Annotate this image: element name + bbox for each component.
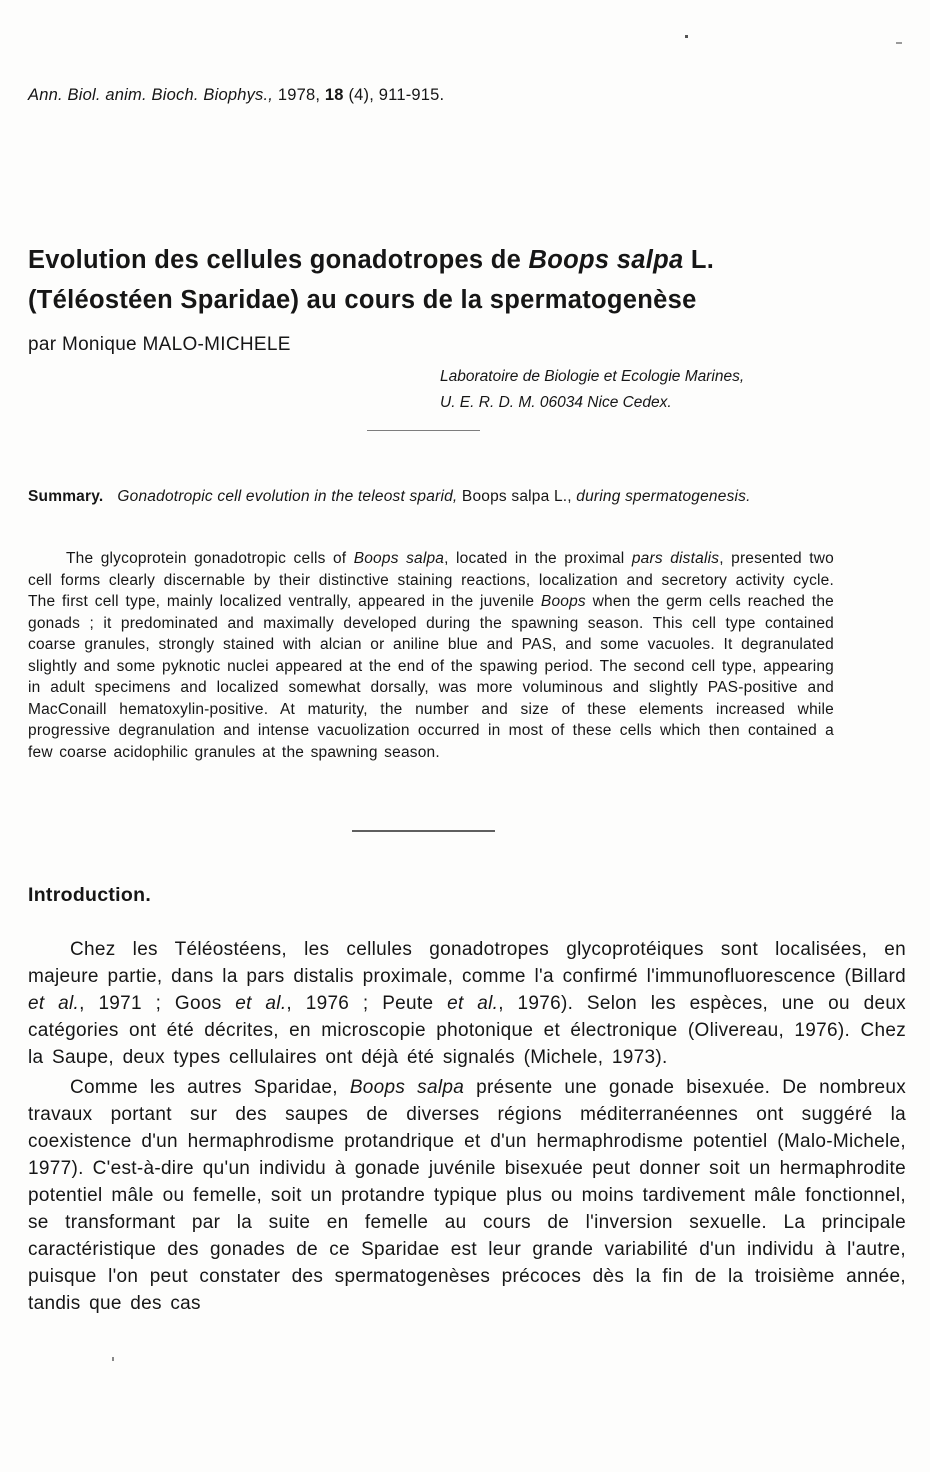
affiliation-line1: Laboratoire de Biologie et Ecologie Marines,	[440, 368, 745, 385]
separator-rule-top	[367, 430, 480, 431]
author-line: par Monique MALO-MICHELE	[28, 334, 291, 355]
title-line2: (Téléostéen Sparidae) au cours de la spermatogenèse	[28, 286, 697, 314]
species-name: Boops	[540, 593, 586, 610]
species-name: Boops salpa	[353, 550, 445, 567]
introduction-section	[28, 936, 906, 1317]
separator-rule-bottom	[352, 830, 495, 832]
summary-run: when the germ cells reached the gonads ; it predominated and maximally developed during the spawning season. This cell type contained coarse granules, strongly stained with alcian or aniline blue and PAS, and some vacuoles. It degranulated slightly and some pyknotic nuclei appeared at the end of the spawing period. The second cell type, appearing in adult specimens and localized somewhat dorsally, was more voluminous and slightly PAS-positive and MacConaill hematoxylin-positive. At maturity, the number and size of these elements increased while progressive degranulation and intense vacuolization occurred in most of these cells which then contained a few coarse acidophilic granules at the spawning season.	[28, 593, 834, 761]
scan-speck	[896, 42, 902, 44]
summary-label: Summary.	[28, 488, 104, 505]
body-run: Chez les Téléostéens, les cellules gonadotropes glycoprotéiques sont localisées, en majeure partie, dans la pars distalis proximale, comme l'a confirmé l'immunofluorescence (Billard	[28, 939, 906, 987]
body-run: , 1971 ; Goos	[79, 993, 236, 1014]
summary-run: , located in the proximal	[444, 550, 632, 567]
et-al-citation: et al.	[235, 993, 287, 1014]
citation-year: 1978,	[273, 86, 325, 104]
scan-speck	[112, 1357, 114, 1361]
summary-paragraph	[28, 548, 834, 763]
summary-run: , presented two cell forms clearly discernable by their distinctive staining reactions, localization and secretory activity cycle. The first cell type, mainly localized ventrally, appeared in the juvenile	[28, 550, 834, 610]
title-line1	[28, 240, 714, 280]
citation-volume: 18	[324, 86, 344, 104]
affiliation	[440, 364, 744, 416]
title-text-post: L.	[683, 246, 715, 274]
summary-subtitle-italic-1: Gonadotropic cell evolution in the teleost sparid,	[117, 488, 462, 505]
citation-pages: (4), 911-915.	[343, 86, 445, 104]
body-run: présente une gonade bisexuée. De nombreux travaux portant sur des saupes de diverses régions méditerranéennes ont suggéré la coexistence d'un hermaphrodisme protandrique et d'un hermaphrodisme potentiel (Malo-Michele, 1977). C'est-à-dire qu'un individu à gonade juvénile bisexuée peut donner soit un hermaphrodite potentiel mâle ou femelle, soit un protandre typique plus ou moins tardivement mâle fonctionnel, se transformant par la suite en femelle au cours de l'inversion sexuelle. La principale caractéristique des gonades de ce Sparidae est leur grande variabilité d'un individu à l'autre, puisque l'on peut constater des spermatogenèses précoces dès la fin de la troisième année, tandis que des cas	[28, 1077, 907, 1314]
introduction-heading: Introduction.	[28, 884, 152, 906]
body-run: , 1976). Selon les espèces, une ou deux catégories ont été décrites, en microscopie photonique et électronique (Olivereau, 1976). Chez la Saupe, deux types cellulaires ont déjà été signalés (Michele, 1973).	[28, 993, 906, 1068]
paragraph-2	[28, 1074, 906, 1317]
species-name: Boops salpa	[528, 246, 684, 274]
journal-name: Ann. Biol. anim. Bioch. Biophys.,	[28, 86, 274, 104]
summary-subtitle-italic-2: during spermatogenesis.	[571, 488, 751, 505]
et-al-citation: et al.	[447, 993, 499, 1014]
species-name: Boops salpa	[349, 1077, 465, 1098]
journal-citation	[28, 86, 444, 105]
latin-term: pars distalis	[631, 550, 720, 567]
affiliation-line2: U. E. R. D. M. 06034 Nice Cedex.	[440, 394, 672, 411]
summary-run: The glycoprotein gonadotropic cells of	[66, 550, 354, 567]
summary-heading	[28, 486, 834, 508]
summary-subtitle-species: Boops salpa L.,	[461, 488, 572, 505]
scan-speck	[685, 35, 688, 38]
title-text-pre: Evolution des cellules gonadotropes de	[28, 246, 529, 274]
body-run: Comme les autres Sparidae,	[70, 1077, 350, 1098]
et-al-citation: et al.	[28, 993, 80, 1014]
paper-title	[28, 240, 714, 320]
body-run: , 1976 ; Peute	[286, 993, 448, 1014]
paragraph-1	[28, 936, 906, 1071]
